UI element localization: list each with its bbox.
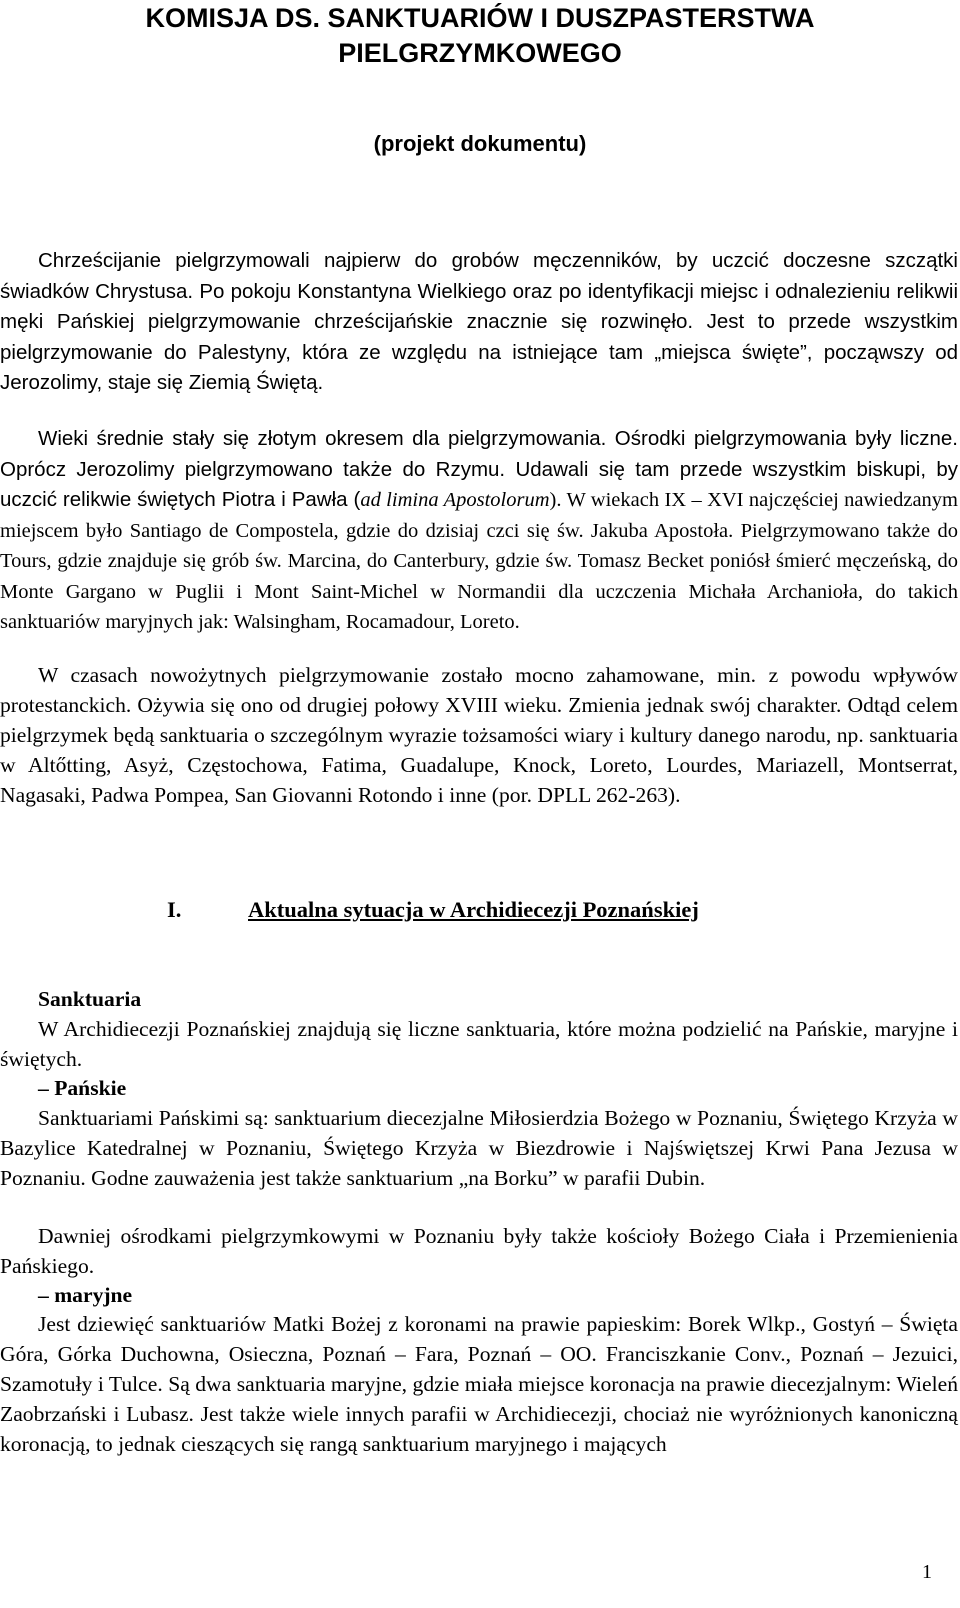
panskie-paragraph-2-block (0, 1221, 958, 1281)
document-subtitle: (projekt dokumentu) (373, 131, 587, 156)
sanktuaria-paragraph-block (0, 1014, 958, 1074)
intro-paragraph-3-block (0, 660, 958, 810)
document-title-line-2: PIELGRZYMKOWEGO (338, 38, 622, 68)
section-number: I. (167, 897, 182, 922)
sanktuaria-paragraph: W Archidiecezji Poznańskiej znajdują się liczne sanktuaria, które można podzielić na Pańskie, maryjne i świętych. (0, 1017, 958, 1071)
panskie-paragraph-1: Sanktuariami Pańskimi są: sanktuarium diecezjalne Miłosierdzia Bożego w Poznaniu, Świętego Krzyża w Bazylice Katedralnej w Poznaniu, Świętego Krzyża w Biezdrowie i Najświętszej Krwi Pana Jezusa w Poznaniu. Godne zauważenia jest także sanktuarium „na Borku” w parafii Dubin. (0, 1106, 958, 1190)
panskie-paragraph-2: Dawniej ośrodkami pielgrzymkowymi w Poznaniu były także kościoły Bożego Ciała i Przemienienia Pańskiego. (0, 1224, 958, 1278)
maryjne-paragraph-block (0, 1309, 958, 1459)
panskie-heading: – Pańskie (38, 1076, 127, 1100)
maryjne-heading: – maryjne (38, 1283, 133, 1307)
intro-paragraph-1: Chrześcijanie pielgrzymowali najpierw do grobów męczenników, by uczcić doczesne szczątki świadków Chrystusa. Po pokoju Konstantyna Wielkiego oraz po identyfikacji miejsc i odnalezieniu relikwii męki Pańskiej pielgrzymowanie chrześcijańskie znacznie się rozwinęło. Jest to przede wszystkim pielgrzymowanie do Palestyny, która ze względu na istniejące tam „miejsca święte”, począwszy od Jerozolimy, staje się Ziemią Świętą. (0, 249, 958, 394)
page-number: 1 (922, 1561, 932, 1583)
intro-paragraph-3: W czasach nowożytnych pielgrzymowanie zostało mocno zahamowane, min. z powodu wpływów protestanckich. Ożywia się ono od drugiej połowy XVIII wieku. Zmienia jednak swój charakter. Odtąd celem pielgrzymek będą sanktuaria o szczególnym wyrazie tożsamości wiary i kultury danego narodu, np. sanktuaria w Altőtting, Asyż, Częstochowa, Fatima, Guadalupe, Knock, Loreto, Lourdes, Mariazell, Montserrat, Nagasaki, Padwa Pompea, San Giovanni Rotondo i inne (por. DPLL 262-263). (0, 663, 958, 807)
intro-paragraph-2-italic: ad limina Apostolorum (360, 489, 550, 511)
panskie-paragraph-1-block (0, 1103, 958, 1193)
sanktuaria-heading: Sanktuaria (38, 987, 142, 1011)
document-title-line-1: KOMISJA DS. SANKTUARIÓW I DUSZPASTERSTWA (145, 3, 815, 33)
intro-paragraph-2-text-b: ). W wiekach IX – XVI najczęściej nawiedzanym miejscem było Santiago de Compostela, gdzie do dzisiaj czci się św. Jakuba Apostoła. Pielgrzymowano także do Tours, gdzie znajduje się grób św. Marcina, do Canterbury, gdzie św. Tomasz Becket poniósł śmierć męczeńską, do Monte Gargano w Puglii i Mont Saint-Michel w Normandii dla uczczenia Michała Archanioła, do takich sanktuariów maryjnych jak: Walsingham, Rocamadour, Loreto. (0, 489, 958, 633)
section-title: Aktualna sytuacja w Archidiecezji Poznańskiej (248, 897, 699, 922)
maryjne-paragraph: Jest dziewięć sanktuariów Matki Bożej z koronami na prawie papieskim: Borek Wlkp., Gostyń – Święta Góra, Górka Duchowna, Osieczna, Poznań – Fara, Poznań – OO. Franciszkanie Conv., Poznań – Jezuici, Szamotuły i Tulce. Są dwa sanktuaria maryjne, gdzie miała miejsce koronacja na prawie diecezjalnym: Wieleń Zaobrzański i Lubasz. Jest także wiele innych parafii w Archidiecezji, chociaż nie wyróżnionych kanoniczną koronacją, to jednak cieszących się rangą sanktuarium maryjnego i mających (0, 1312, 958, 1456)
intro-paragraph-2-block (0, 424, 958, 638)
intro-paragraph-1-block (0, 246, 958, 399)
intro-paragraph-2 (0, 424, 958, 638)
intro-paragraph-2-text-a: Wieki średnie stały się złotym okresem dla pielgrzymowania. Ośrodki pielgrzymowania były liczne. Oprócz Jerozolimy pielgrzymowano także do Rzymu. Udawali się tam przede wszystkim biskupi, by uczcić relikwie świętych Piotra i Pawła ( (0, 427, 958, 511)
